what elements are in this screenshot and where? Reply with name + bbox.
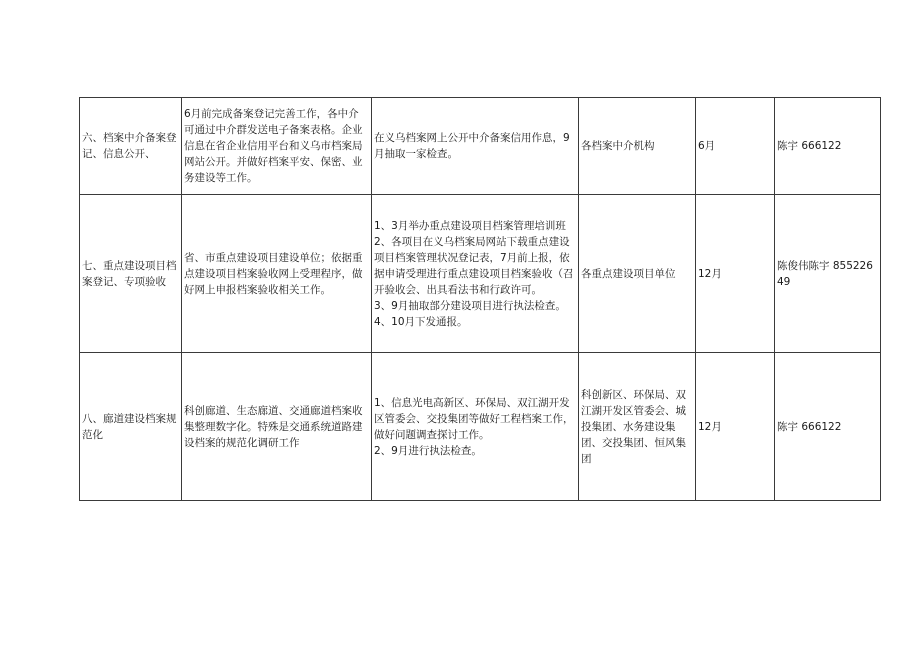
- table-row: [80, 195, 881, 353]
- table-row: [80, 98, 881, 195]
- measure-item: 2、各项目在义乌档案局网站下载重点建设项目档案管理状况登记表，7月前上报，依据申请受理进行重点建设项目档案验收（召开验收会、出具看法书和行政许可。: [374, 235, 574, 296]
- deadline-cell: 12月: [696, 353, 775, 501]
- measure-item: 1、3月举办重点建设项目档案管理培训班: [374, 219, 566, 232]
- responsible-unit-cell: 各档案中介机构: [579, 98, 696, 195]
- task-subject-cell: 6月前完成备案登记完善工作，各中介可通过中介群发送电子备案表格。企业信息在省企业信用平台和义乌市档案局网站公开。并做好档案平安、保密、业务建设等工作。: [182, 98, 372, 195]
- task-name-cell: 七、重点建设项目档案登记、专项验收: [80, 195, 182, 353]
- measure-item: 1、信息光电高新区、环保局、双江湖开发区管委会、交投集团等做好工程档案工作，做好问题调查探讨工作。: [374, 396, 574, 441]
- task-measures-cell: [372, 98, 579, 195]
- table-row: [80, 353, 881, 501]
- measure-item: 2、9月进行执法检查。: [374, 444, 482, 457]
- measure-item: 4、10月下发通报。: [374, 315, 468, 328]
- deadline-cell: 6月: [696, 98, 775, 195]
- responsible-unit-cell: 各重点建设项目单位: [579, 195, 696, 353]
- task-measures-cell: [372, 353, 579, 501]
- task-name-cell: 六、档案中介备案登记、信息公开、: [80, 98, 182, 195]
- deadline-cell: 12月: [696, 195, 775, 353]
- task-subject-cell: 省、市重点建设项目建设单位；依据重点建设项目档案验收网上受理程序，做好网上申报档案验收相关工作。: [182, 195, 372, 353]
- contact-cell: 陈宇 666122: [775, 353, 881, 501]
- task-measures-cell: [372, 195, 579, 353]
- measure-item: 在义乌档案网上公开中介备案信用作息，9月抽取一家检查。: [374, 132, 570, 160]
- responsible-unit-cell: 科创新区、环保局、双江湖开发区管委会、城投集团、水务建设集团、交投集团、恒风集团: [579, 353, 696, 501]
- task-subject-cell: 科创廊道、生态廊道、交通廊道档案收集整理数字化。特殊是交通系统道路建设档案的规范化调研工作: [182, 353, 372, 501]
- contact-cell: 陈俊伟陈宇 85522649: [775, 195, 881, 353]
- contact-cell: 陈宇 666122: [775, 98, 881, 195]
- work-plan-table: [79, 97, 881, 501]
- task-name-cell: 八、廊道建设档案规范化: [80, 353, 182, 501]
- measure-item: 3、9月抽取部分建设项目进行执法检查。: [374, 299, 566, 312]
